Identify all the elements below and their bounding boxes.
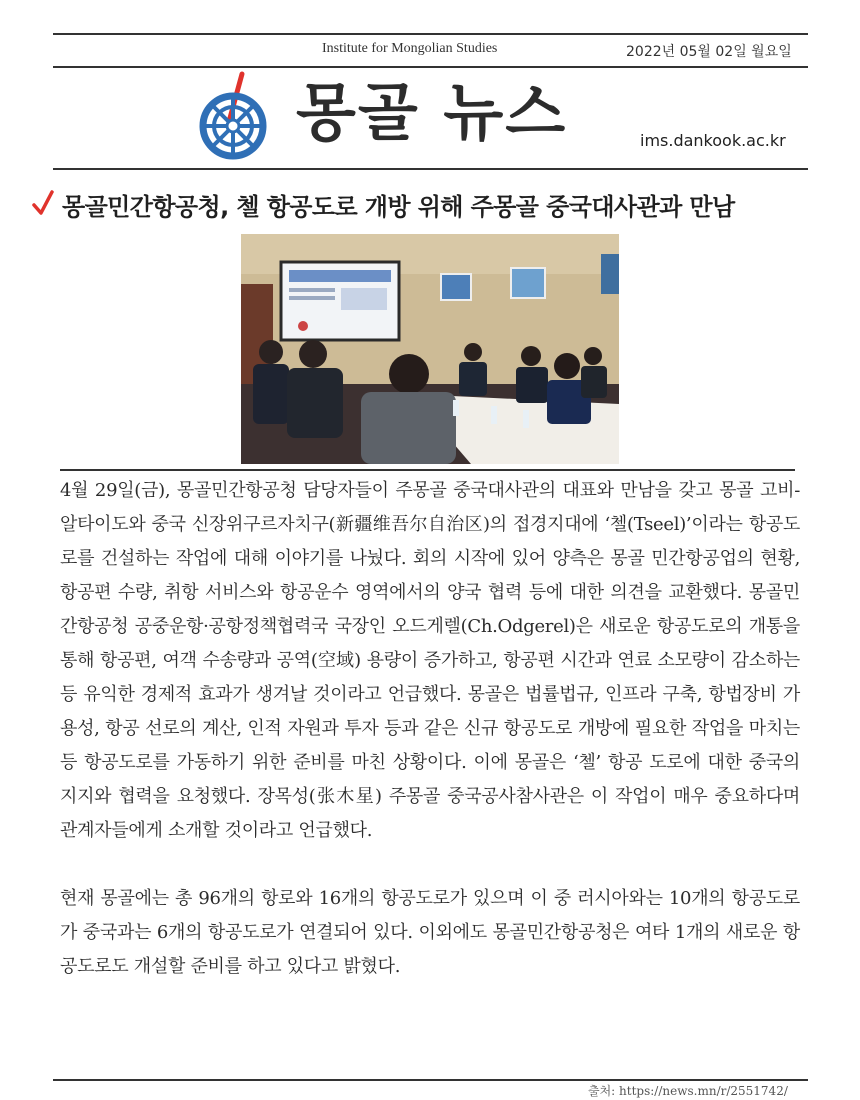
body-rule — [60, 469, 795, 471]
article-paragraph-1: 4월 29일(금), 몽골민간항공청 담당자들이 주몽골 중국대사관의 대표와 만남을 갖고 몽골 고비-알타이도와 중국 신장위구르자치구(新疆维吾尔自治区)의 접경지대에 ‘첼(Tseel)’이라는 항공도로를 건설하는 작업에 대해 이야기를 나눴다. 회의 시작에 있어 양측은 몽골 민간항공업의 현황, 항공편 수량, 취항 서비스와 항공운수 영역에서의 양국 협력 등에 대한 의견을 교환했다. 몽골민간항공청 공중운항·공항정책협력국 국장인 오드게렐(Ch.Odgerel)은 새로운 항공도로의 개통을 통해 항공편, 여객 수송량과 공역(空域) 용량이 증가하고, 항공편 시간과 연료 소모량이 감소하는 등 유익한 경제적 효과가 생겨날 것이라고 언급했다. 몽골은 법률법규, 인프라 구축, 항법장비 가용성, 항공 선로의 계산, 인적 자원과 투자 등과 같은 신규 항공도로 개방에 필요한 작업을 마치는 등 항공도로를 가동하기 위한 준비를 마친 상황이다. 이에 몽골은 ‘첼’ 항공 도로에 대한 중국의 지지와 협력을 요청했다. 장목성(张木星) 주몽골 중국공사참사관은 이 작업이 매우 중요하다며 관계자들에게 소개할 것이라고 언급했다. — [60, 480, 800, 841]
meeting-photo — [241, 234, 619, 464]
source-citation: 출처: https://news.mn/r/2551742/ — [588, 1084, 788, 1098]
header-rule — [53, 66, 808, 68]
footer-rule — [53, 1079, 808, 1081]
website-link[interactable]: ims.dankook.ac.kr — [640, 131, 786, 150]
article-headline: 몽골민간항공청, 첼 항공도로 개방 위해 주몽골 중국대사관과 만남 — [62, 193, 735, 221]
issue-date: 2022년 05월 02일 월요일 — [626, 44, 792, 60]
article-body — [60, 474, 800, 984]
masthead-rule — [53, 168, 808, 170]
logo-wheel-icon — [196, 70, 274, 160]
brand-title: 몽골 뉴스 — [296, 76, 568, 149]
institute-name: Institute for Mongolian Studies — [322, 41, 498, 56]
article-paragraph-2: 현재 몽골에는 총 96개의 항로와 16개의 항공도로가 있으며 이 중 러시아와는 10개의 항공도로가 중국과는 6개의 항공도로가 연결되어 있다. 이외에도 몽골민간항공청은 여타 1개의 새로운 항공도로도 개설할 준비를 하고 있다고 밝혔다. — [60, 888, 800, 977]
top-rule — [53, 33, 808, 35]
checkmark-icon — [32, 190, 54, 216]
